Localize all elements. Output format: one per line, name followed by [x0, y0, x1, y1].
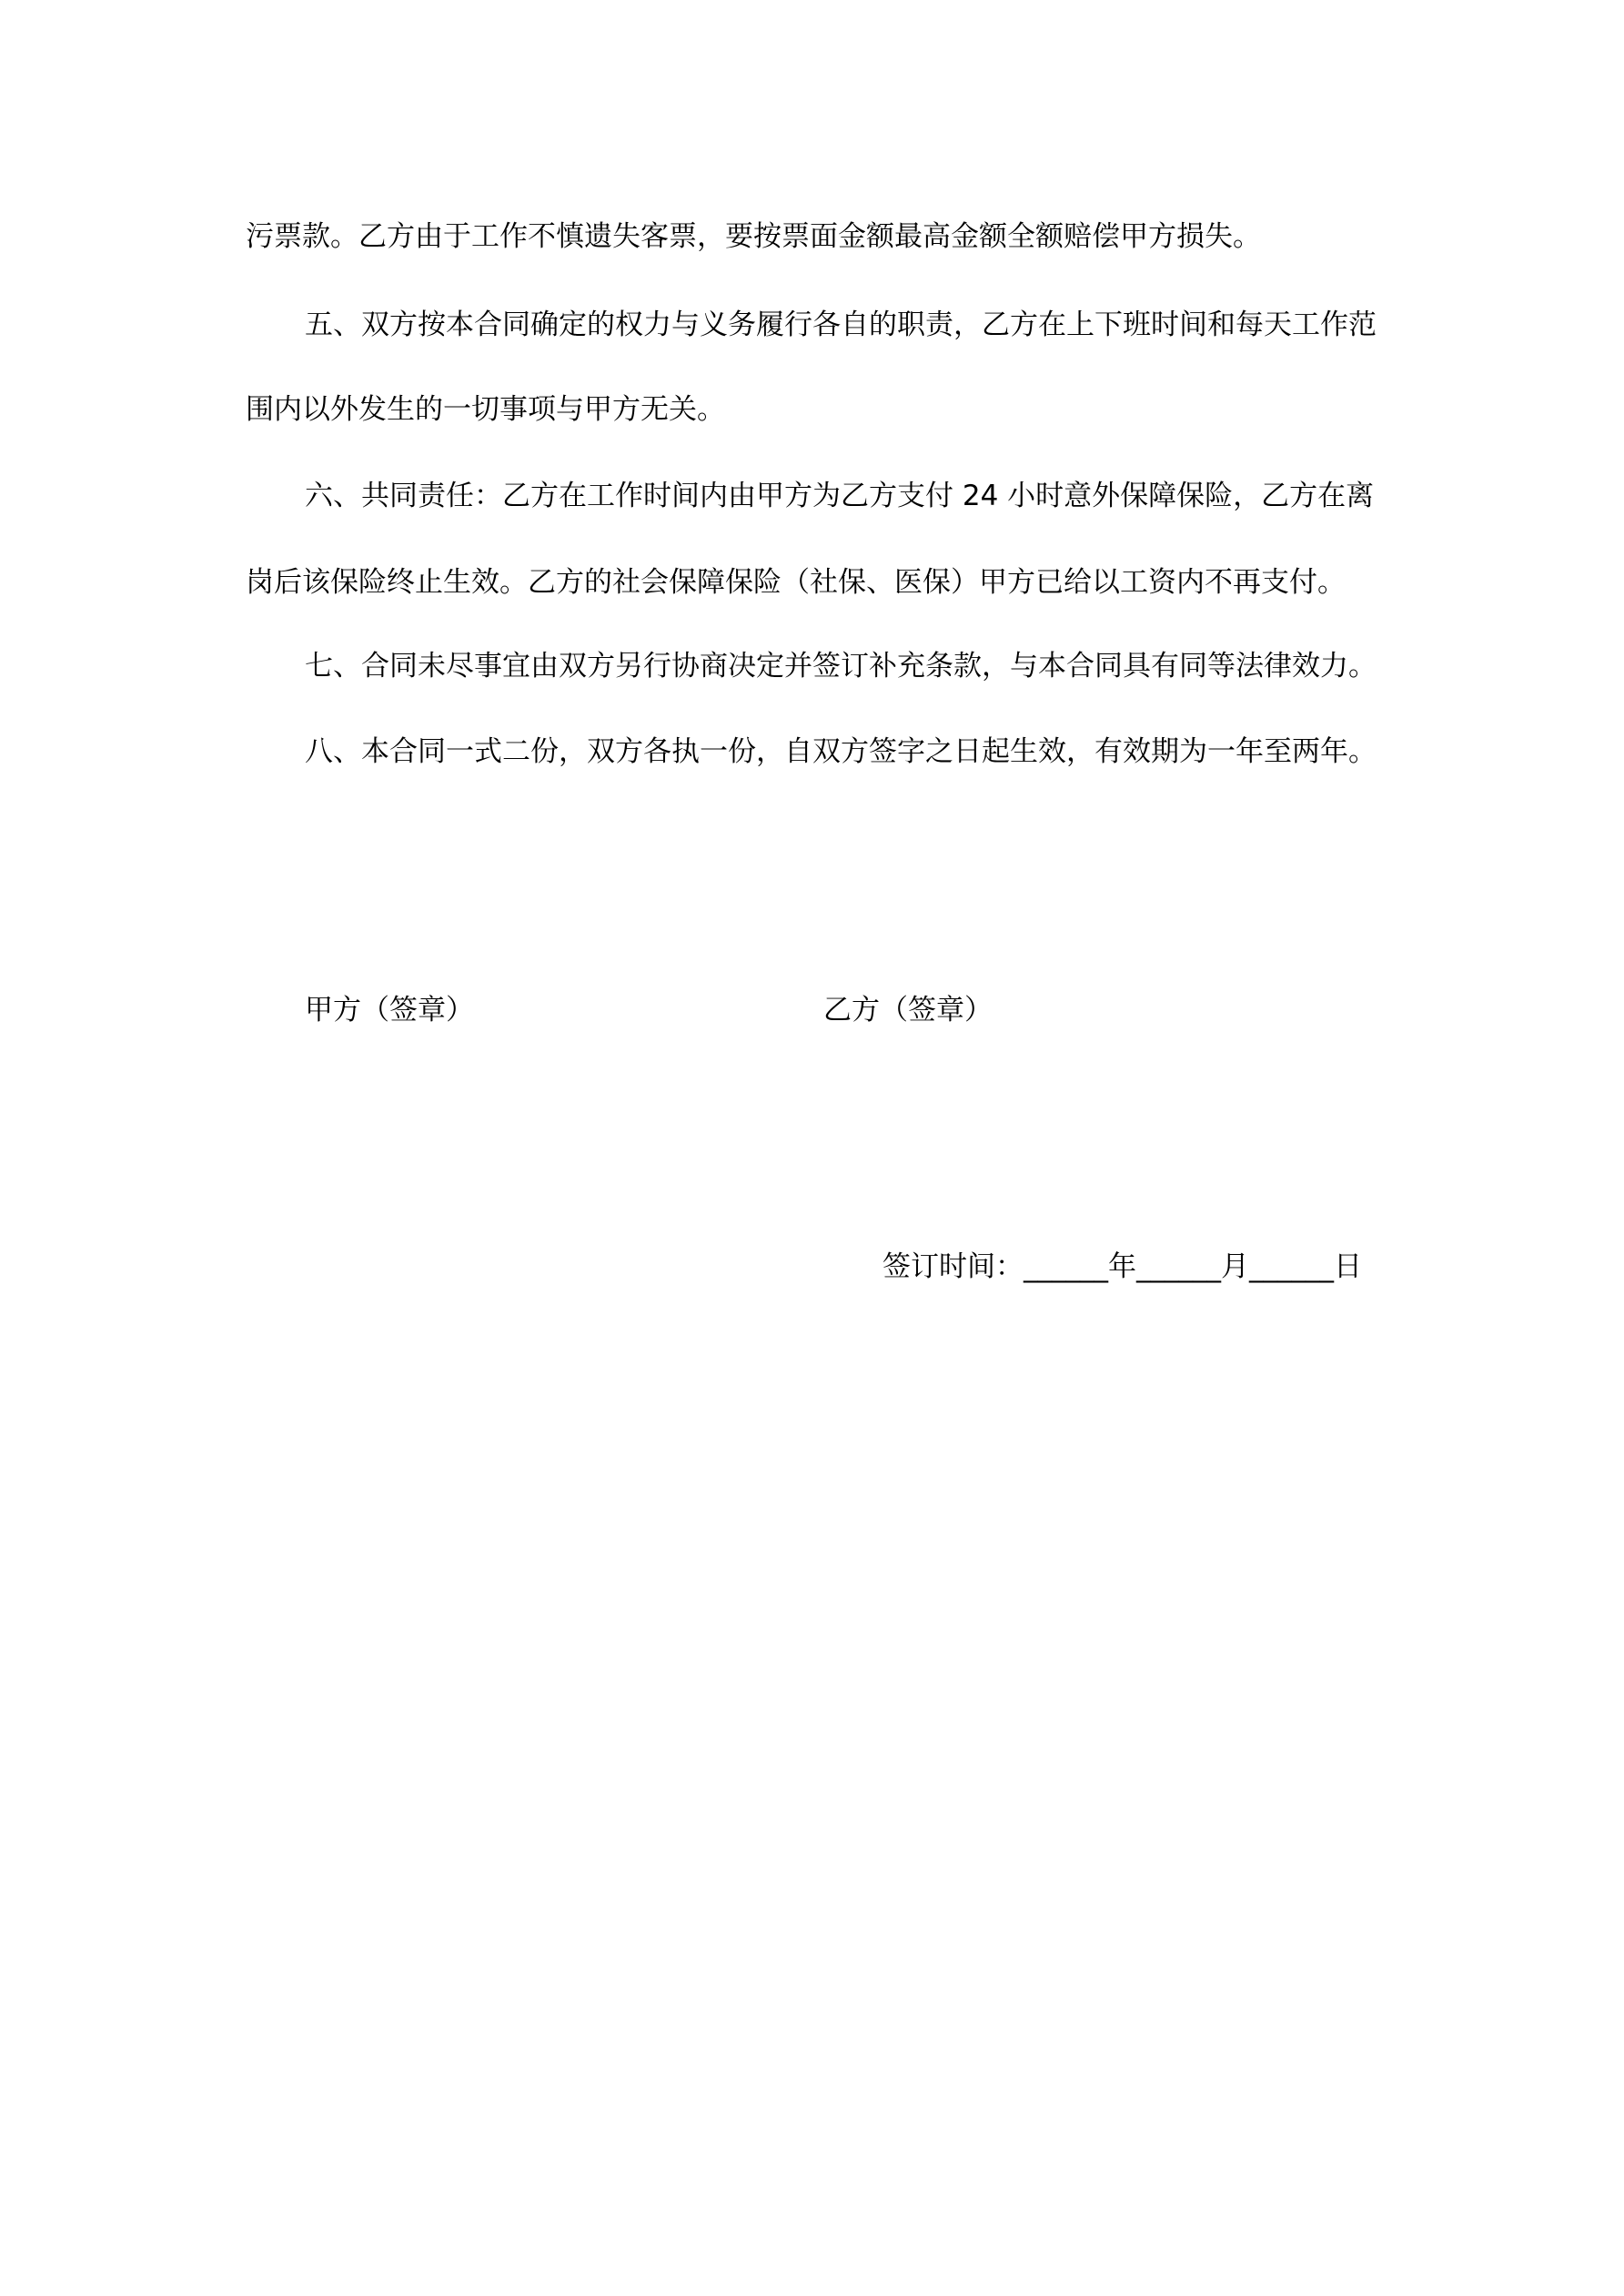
- clause-6-line-1: 六、共同责任：乙方在工作时间内由甲方为乙方支付 24 小时意外保障保险，乙方在离: [305, 480, 1375, 512]
- party-a-signature-label: 甲方（签章）: [305, 994, 474, 1027]
- clause-7: 七、合同未尽事宜由双方另行协商决定并签订补充条款，与本合同具有同等法律效力。: [305, 650, 1377, 683]
- clause-4-continuation-line: 污票款。乙方由于工作不慎遗失客票，要按票面金额最高金额全额赔偿甲方损失。: [246, 220, 1261, 253]
- party-b-signature-label: 乙方（签章）: [823, 994, 993, 1027]
- signing-date-line: 签订时间：______年______月______日: [883, 1250, 1362, 1283]
- clause-6-line-2: 岗后该保险终止生效。乙方的社会保障保险（社保、医保）甲方已给以工资内不再支付。: [246, 566, 1346, 599]
- clause-5-line-2: 围内以外发生的一切事项与甲方无关。: [246, 393, 725, 426]
- clause-8: 八、本合同一式二份，双方各执一份，自双方签字之日起生效，有效期为一年至两年。: [305, 735, 1377, 768]
- clause-5-line-1: 五、双方按本合同确定的权力与义务履行各自的职责，乙方在上下班时间和每天工作范: [305, 308, 1377, 341]
